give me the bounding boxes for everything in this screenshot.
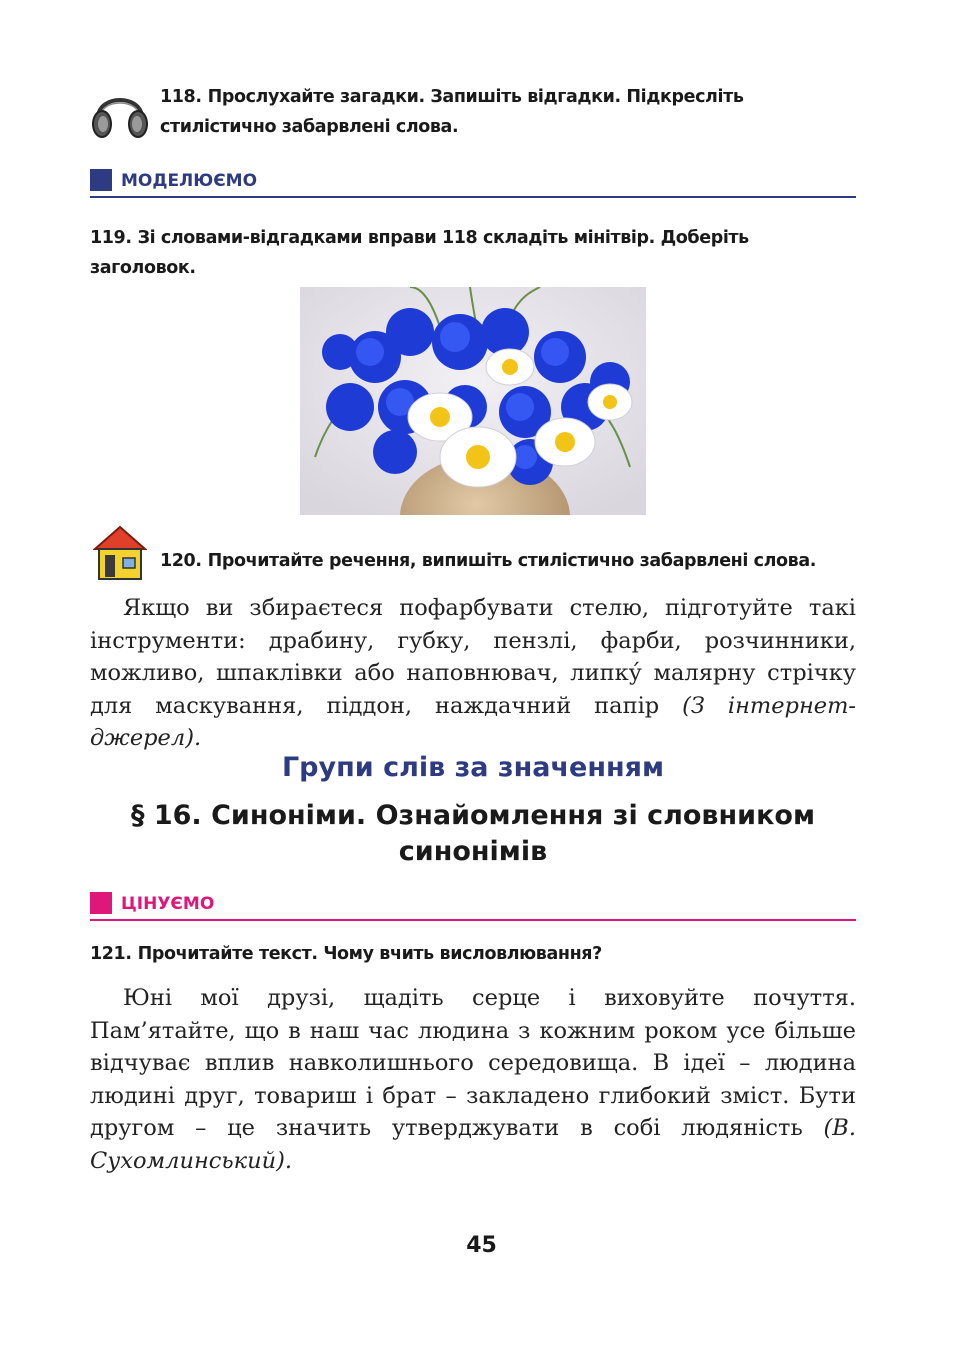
section-rule [90, 196, 856, 198]
home-icon [93, 525, 147, 581]
task-119 [90, 223, 860, 283]
section-label: МОДЕЛЮЄМО [121, 171, 258, 191]
paragraph-body: Якщо ви збираєтеся пофарбувати стелю, підготуйте такі інструменти: драбину, губку, пензлі, фарби, розчинники, можливо, шпаклівки або наповнювач, липку́ малярну стрічку для маскування, піддон, наждачний папір [90, 595, 856, 719]
section-modeling [90, 169, 856, 193]
section-marker [90, 169, 112, 191]
task-118 [160, 82, 860, 142]
paragraph-source: (В. Сухомлинський). [90, 1115, 856, 1174]
paragraph-body: Юні мої друзі, щадіть серце і виховуйте почуття. Пам’ятайте, що в наш час людина з кожним роком усе більше відчуває вплив навколишнього середовища. В ідеї – людина людині друг, товариш і брат – закладено глибокий зміст. Бути другом – це значить утверджувати в собі людяність [90, 985, 856, 1141]
task-text: Прослухайте загадки. Запишіть відгадки. Підкресліть стилістично забарвлені слова. [160, 87, 744, 137]
flower-bouquet-image [300, 287, 646, 515]
headphones-icon [90, 84, 150, 140]
task-number: 120. [160, 551, 202, 571]
task-120 [160, 546, 860, 576]
task-number: 121. [90, 944, 132, 964]
task-121 [90, 939, 860, 969]
section-valuing [90, 892, 856, 916]
text-paragraph [90, 592, 856, 755]
section-marker [90, 892, 112, 914]
group-heading: Групи слів за значенням [281, 752, 665, 783]
text-paragraph [90, 982, 856, 1177]
task-text: Прочитайте текст. Чому вчить висловлювання? [137, 944, 602, 964]
text-120 [90, 592, 856, 755]
section-label: ЦІНУЄМО [121, 894, 215, 914]
section-rule [90, 919, 856, 921]
task-text: Прочитайте речення, випишіть стилістично забарвлені слова. [207, 551, 816, 571]
task-text: Зі словами-відгадками вправи 118 складіть мінітвір. Доберіть заголовок. [90, 228, 749, 278]
task-number: 118. [160, 87, 202, 107]
paragraph-source: (З інтернет-джерел). [90, 692, 857, 751]
page-number: 45 [466, 1233, 497, 1258]
task-number: 119. [90, 228, 132, 248]
text-121 [90, 982, 856, 1177]
paragraph-heading: § 16. Синоніми. Ознайомлення зі словником синонімів [130, 800, 816, 867]
